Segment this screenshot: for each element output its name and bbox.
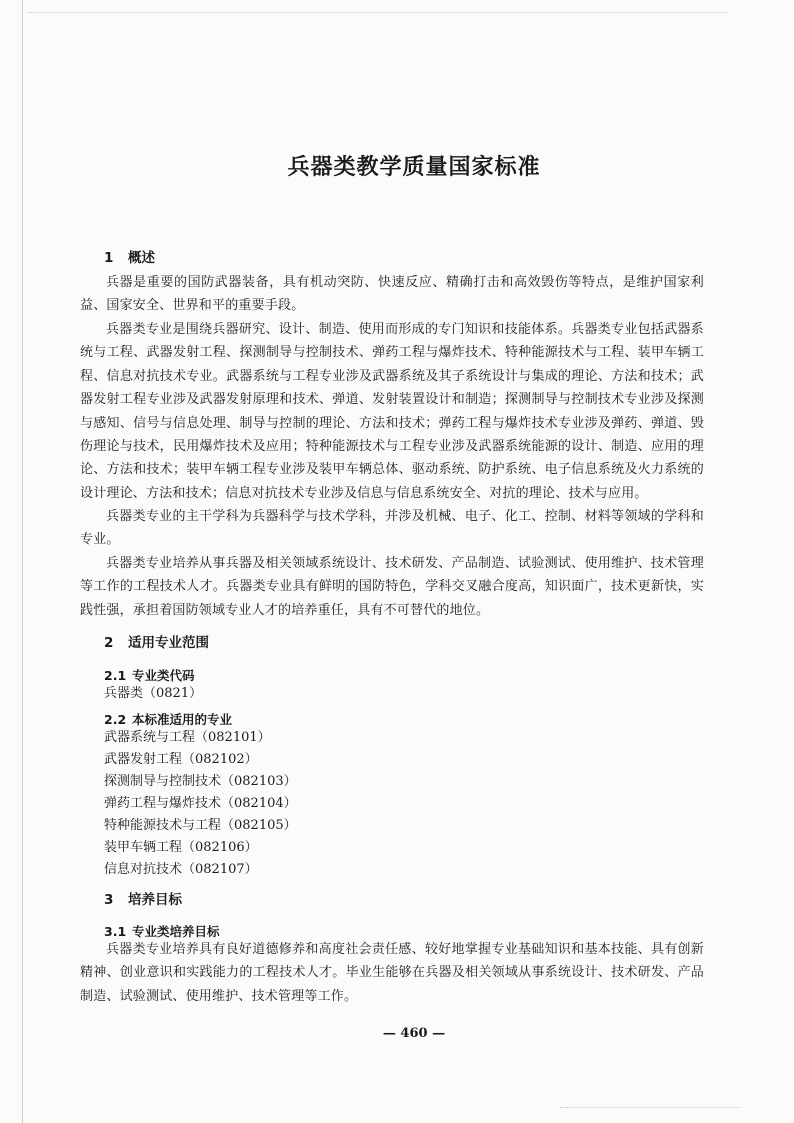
subsection-number: 2.1 [104,668,127,683]
subsection-title: 专业类代码 [132,668,195,683]
section-title: 概述 [128,250,155,266]
paragraph: 兵器是重要的国防武器装备，具有机动突防、快速反应、精确打击和高效毁伤等特点，是维护国家利益、国家安全、世界和平的重要手段。 [80,275,704,314]
list-item: 兵器类（0821） [104,686,203,701]
list-item: 特种能源技术与工程（082105） [104,818,297,833]
list-item: 武器系统与工程（082101） [104,730,271,745]
scan-edge [22,0,23,1123]
list-item: 信息对抗技术（082107） [104,862,258,877]
section-number: 1 [104,250,114,266]
scan-artifact-bottom [560,1107,740,1109]
list-item: 装甲车辆工程（082106） [104,840,258,855]
paragraph: 兵器类专业培养从事兵器及相关领域系统设计、技术研发、产品制造、试验测试、使用维护、技术管理等工作的工程技术人才。兵器类专业具有鲜明的国防特色，学科交叉融合度高，知识面广，技术更新快，实践性强，承担着国防领域专业人才的培养重任，具有不可替代的地位。 [80,556,704,618]
list-item: 探测制导与控制技术（082103） [104,774,297,789]
paragraph: 兵器类专业是围绕兵器研究、设计、制造、使用而形成的专门知识和技能体系。兵器类专业包括武器系统与工程、武器发射工程、探测制导与控制技术、弹药工程与爆炸技术、特种能源技术与工程、装甲车辆工程、信息对抗技术专业。武器系统与工程专业涉及武器系统及其子系统设计与集成的理论、方法和技术；武器发射工程专业涉及武器发射原理和技术、弹道、发射装置设计和制造；探测制导与控制技术专业涉及探测与感知、信号与信息处理、制导与控制的理论、方法和技术；弹药工程与爆炸技术专业涉及弹药、弹道、毁伤理论与技术，民用爆炸技术及应用；特种能源技术与工程专业涉及武器系统能源的设计、制造、应用的理论、方法和技术；装甲车辆工程专业涉及装甲车辆总体、驱动系统、防护系统、电子信息系统及火力系统的设计理论、方法和技术；信息对抗技术专业涉及信息与信息系统安全、对抗的理论、技术与应用。 [80,322,704,501]
subsection-2-1-heading [104,666,195,684]
subsection-title: 专业类培养目标 [132,924,220,939]
section-2-heading [104,631,209,651]
list-item: 弹药工程与爆炸技术（082104） [104,796,297,811]
paragraph: 兵器类专业的主干学科为兵器科学与技术学科，并涉及机械、电子、化工、控制、材料等领域的学科和专业。 [80,509,704,548]
section-title: 适用专业范围 [128,635,209,651]
page-number: — 460 — [382,1026,446,1041]
section-number: 3 [104,892,114,908]
list-item: 武器发射工程（082102） [104,752,258,767]
document-title: 兵器类教学质量国家标准 [287,154,541,180]
section-number: 2 [104,635,114,651]
paragraph: 兵器类专业培养具有良好道德修养和高度社会责任感、较好地掌握专业基础知识和基本技能、具有创新精神、创业意识和实践能力的工程技术人才。毕业生能够在兵器及相关领域从事系统设计、技术研发、产品制造、试验测试、使用维护、技术管理等工作。 [80,942,704,1004]
subsection-title: 本标准适用的专业 [132,712,233,727]
subsection-2-2-heading [104,710,232,728]
subsection-number: 2.2 [104,712,127,727]
subsection-number: 3.1 [104,924,127,939]
section-1-heading [104,246,155,266]
scan-artifact-top [28,12,728,14]
section-3-heading [104,888,182,908]
section-title: 培养目标 [128,892,182,908]
